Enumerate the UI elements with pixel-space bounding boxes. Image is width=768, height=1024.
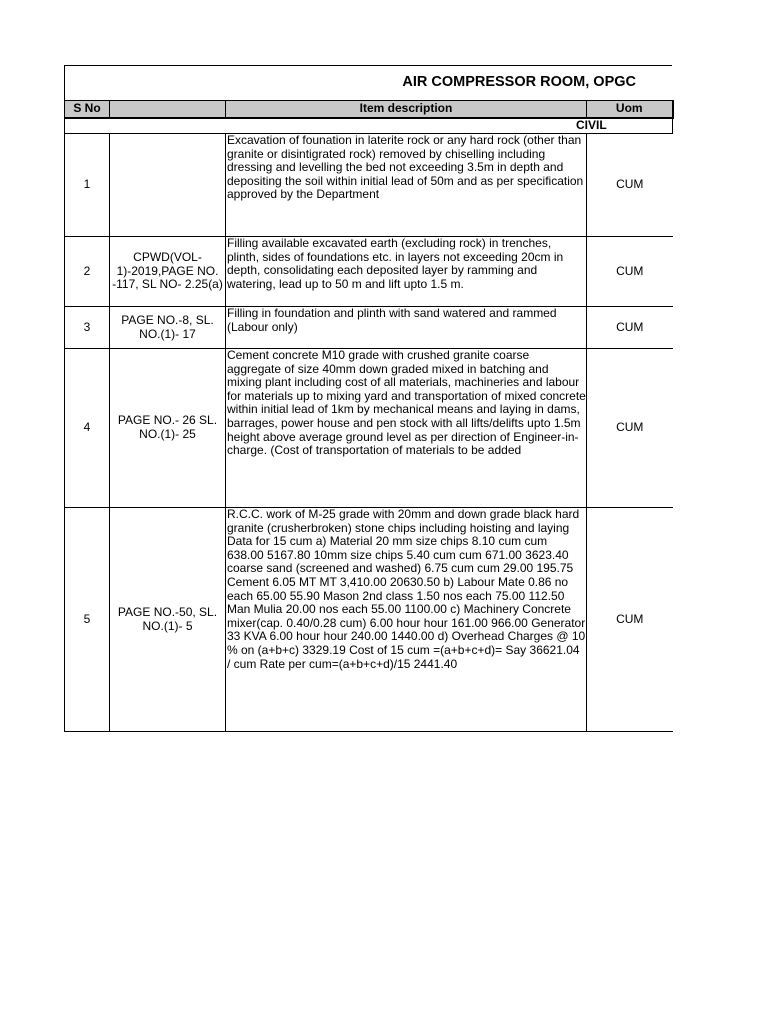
sheet-title: AIR COMPRESSOR ROOM, OPGC: [402, 74, 636, 90]
table-row: [65, 508, 673, 732]
sno-cell: 2: [65, 237, 110, 307]
ref-cell: CPWD(VOL-1)-2019,PAGE NO. -117, SL NO- 2.25(a): [110, 237, 226, 307]
description-cell: R.C.C. work of M-25 grade with 20mm and down grade black hard granite (crusherbroken) stone chips including hoisting and laying Data for 15 cum a) Material 20 mm size chips 8.10 cum cum 638.00 5167.80 10mm size chips 5.40 cum cum 671.00 3623.40 coarse sand (screened and washed) 6.75 cum cum 29.00 195.75 Cement 6.05 MT MT 3,410.00 20630.50 b) Labour Mate 0.86 no each 65.00 55.90 Mason 2nd class 1.50 nos each 75.00 112.50 Man Mulia 20.00 nos each 55.00 1100.00 c) Machinery Concrete mixer(cap. 0.40/0.28 cum) 6.00 hour hour 161.00 966.00 Generator 33 KVA 6.00 hour hour 240.00 1440.00 d) Overhead Charges @ 10 % on (a+b+c) 3329.19 Cost of 15 cum =(a+b+c+d)= Say 36621.04 / cum Rate per cum=(a+b+c+d)/15 2441.40: [226, 508, 587, 732]
section-cell: [65, 118, 673, 134]
sno-cell: 1: [65, 134, 110, 237]
table-row: [65, 134, 673, 237]
sno-cell: 3: [65, 307, 110, 349]
header-uom: Uom: [587, 101, 673, 119]
header-description: Item description: [226, 101, 587, 119]
title-row: [64, 65, 672, 100]
description-cell: Cement concrete M10 grade with crushed granite coarse aggregate of size 40mm down graded mixed in batching and mixing plant including cost of all materials, machineries and labour for materials up to mixing yard and transportation of mixed concrete within initial lead of 1km by mechanical means and laying in dams, barrages, power house and pen stock with all lifts/delifts upto 1.5m height above average ground level as per direction of Engineer-in-charge. (Cost of transportation of materials to be added: [226, 349, 587, 508]
ref-cell: PAGE NO.-50, SL. NO.(1)- 5: [110, 508, 226, 732]
description-cell: Excavation of founation in laterite rock or any hard rock (other than granite or disintigrated rock) removed by chiselling including dressing and levelling the bed not exceeding 3.5m in depth and depositing the soil within initial lead of 50m and as per specification approved by the Department: [226, 134, 587, 237]
uom-cell: CUM: [587, 237, 673, 307]
uom-cell: CUM: [587, 307, 673, 349]
section-label: CIVIL: [576, 118, 607, 132]
ref-cell: [110, 134, 226, 237]
table-row: [65, 349, 673, 508]
description-cell: Filling in foundation and plinth with sand watered and rammed (Labour only): [226, 307, 587, 349]
sno-cell: 4: [65, 349, 110, 508]
header-row: [65, 101, 673, 119]
table-row: [65, 307, 673, 349]
header-ref: [110, 101, 226, 119]
items-table: [64, 100, 674, 732]
estimate-sheet: [64, 65, 672, 732]
uom-cell: CUM: [587, 508, 673, 732]
section-row: [65, 118, 673, 134]
header-sno: S No: [65, 101, 110, 119]
uom-cell: CUM: [587, 134, 673, 237]
ref-cell: PAGE NO.-8, SL. NO.(1)- 17: [110, 307, 226, 349]
uom-cell: CUM: [587, 349, 673, 508]
description-cell: Filling available excavated earth (excluding rock) in trenches, plinth, sides of foundations etc. in layers not exceeding 20cm in depth, consolidating each deposited layer by ramming and watering, lead up to 50 m and lift upto 1.5 m.: [226, 237, 587, 307]
sno-cell: 5: [65, 508, 110, 732]
ref-cell: PAGE NO.- 26 SL. NO.(1)- 25: [110, 349, 226, 508]
table-row: [65, 237, 673, 307]
